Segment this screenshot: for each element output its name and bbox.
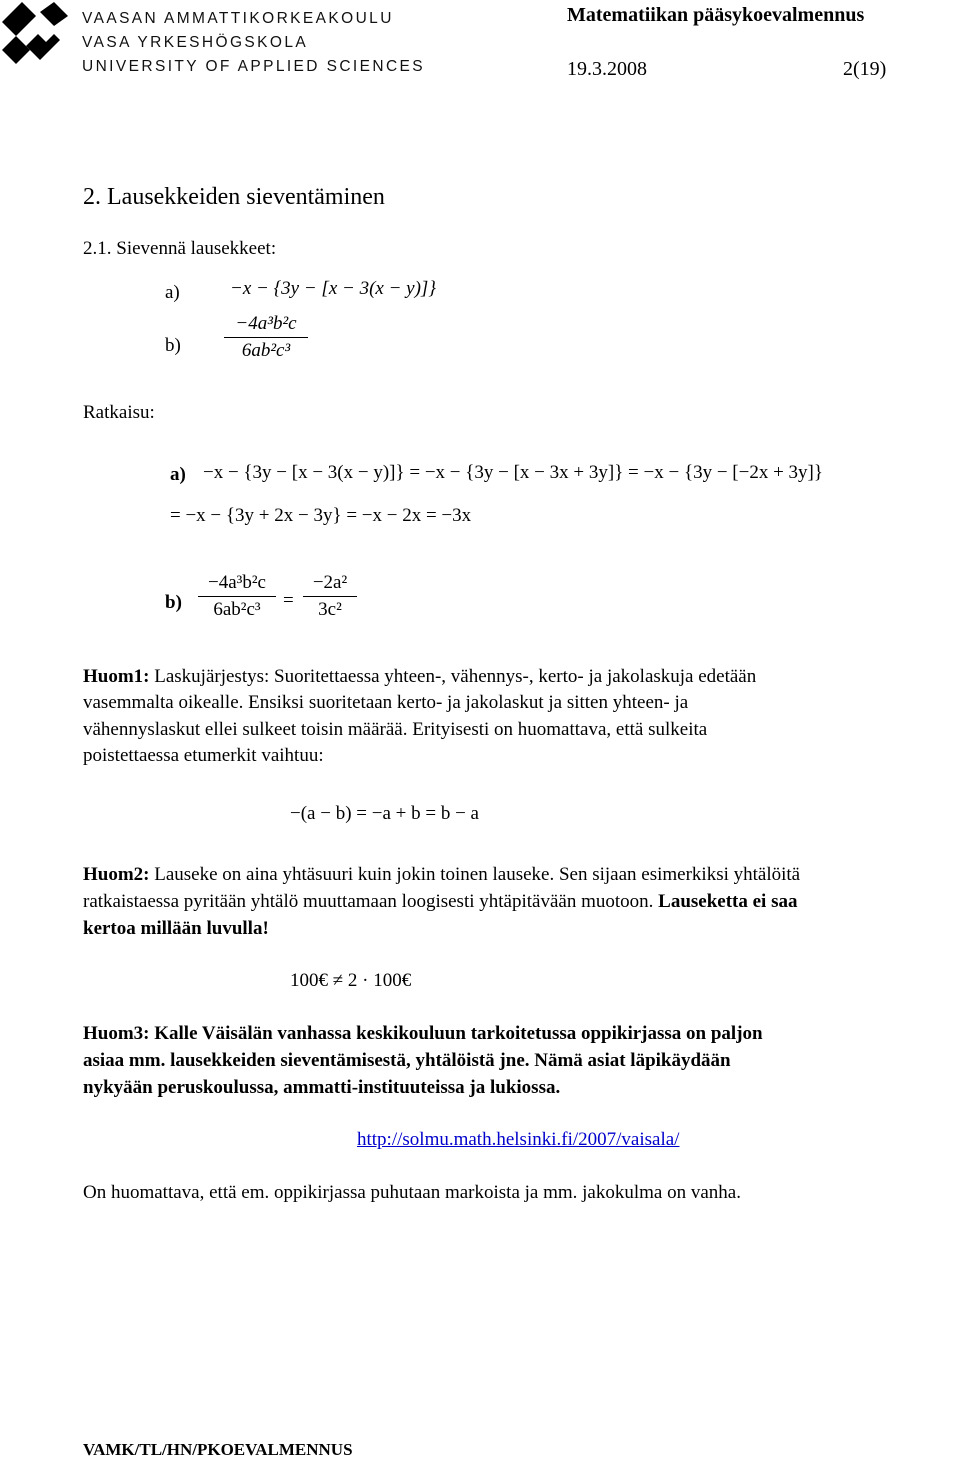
document-date: 19.3.2008 [567,58,647,80]
closing-remark: On huomattava, että em. oppikirjassa puhutaan markoista ja mm. jakokulma on vanha. [83,1182,741,1203]
note3-line-3: nykyään peruskoulussa, ammatti-instituuteissa ja lukiossa. [83,1077,561,1098]
task-b-denominator: 6ab²c³ [241,340,291,361]
logo-line-2: VASA YRKESHÖGSKOLA [82,34,309,51]
page-number: 2(19) [843,58,887,80]
note2-text-1: Lauseke on aina yhtäsuuri kuin jokin toinen lauseke. Sen sijaan esimerkiksi yhtälöitä [149,864,801,885]
vaisala-book-link[interactable]: http://solmu.math.helsinki.fi/2007/vaisala/ [357,1129,680,1150]
solution-heading: Ratkaisu: [83,402,155,423]
note3-line-1: Huom3: Kalle Väisälän vanhassa keskikouluun tarkoitetussa oppikirjassa on paljon [83,1023,763,1044]
note2-line-2 [83,889,797,916]
note2-line-1 [83,862,800,889]
logo-line-1: VAASAN AMMATTIKORKEAKOULU [82,10,394,27]
note1-line-3: vähennyslaskut ellei sulkeet toisin määrää. Erityisesti on huomattava, että sulkeita [83,719,708,740]
note2-formula: 100€ ≠ 2 · 100€ [290,970,412,991]
task-b-numerator: −4a³b²c [235,313,297,334]
note3-line-2: asiaa mm. lausekkeiden sieventämisestä, yhtälöistä jne. Nämä asiat läpikäydään [83,1050,731,1071]
solution-b-numerator-2: −2a² [312,572,348,593]
fraction-bar [224,337,308,338]
solution-b-denominator-2: 3c² [318,599,342,620]
task-heading: 2.1. Sievennä lausekkeet: [83,238,277,259]
note1-label: Huom1: [83,666,150,687]
note1-text-1: Laskujärjestys: Suoritettaessa yhteen-, vähennys-, kerto- ja jakolaskuja edetään [149,666,757,687]
fraction-bar [198,596,276,597]
solution-a-label: a) [170,464,186,485]
solution-b-label: b) [165,592,182,613]
logo-mark-icon [2,2,72,72]
solution-b-equals: = [283,590,294,611]
task-a-label: a) [165,282,180,303]
solution-b-fraction-2 [303,572,357,621]
note2-text-2: ratkaistaessa pyritään yhtälö muuttamaan loogisesti yhtäpitävään muotoon. [83,891,654,912]
solution-a-line-2: = −x − {3y + 2x − 3y} = −x − 2x = −3x [170,505,472,526]
note1-line-2: vasemmalta oikealle. Ensiksi suoritetaan kerto- ja jakolaskut ja sitten yhteen- ja [83,692,689,713]
fraction-bar [303,596,357,597]
task-a-expression: −x − {3y − [x − 3(x − y)]} [230,278,436,299]
note1-formula: −(a − b) = −a + b = b − a [290,803,479,824]
note2-bold-1: Lauseketta ei saa [653,891,798,912]
note2-label: Huom2: [83,864,150,885]
footer-text: VAMK/TL/HN/PKOEVALMENNUS [83,1440,353,1459]
solution-b-denominator-1: 6ab²c³ [213,599,261,620]
section-title: 2. Lausekkeiden sieventäminen [83,184,385,210]
note1-line-4: poistettaessa etumerkit vaihtuu: [83,745,324,766]
task-b-fraction [224,313,308,362]
course-title: Matematiikan pääsykoevalmennus [567,4,865,26]
logo-line-3: UNIVERSITY OF APPLIED SCIENCES [82,58,426,75]
note2-bold-2: kertoa millään luvulla! [83,918,269,939]
solution-a-line-1: −x − {3y − [x − 3(x − y)]} = −x − {3y − [x − 3x + 3y]} = −x − {3y − [−2x + 3y]} [203,462,823,483]
note1-line-1 [83,664,756,691]
solution-b-numerator-1: −4a³b²c [208,572,266,593]
solution-b-fraction-1 [198,572,276,621]
task-b-label: b) [165,335,181,356]
